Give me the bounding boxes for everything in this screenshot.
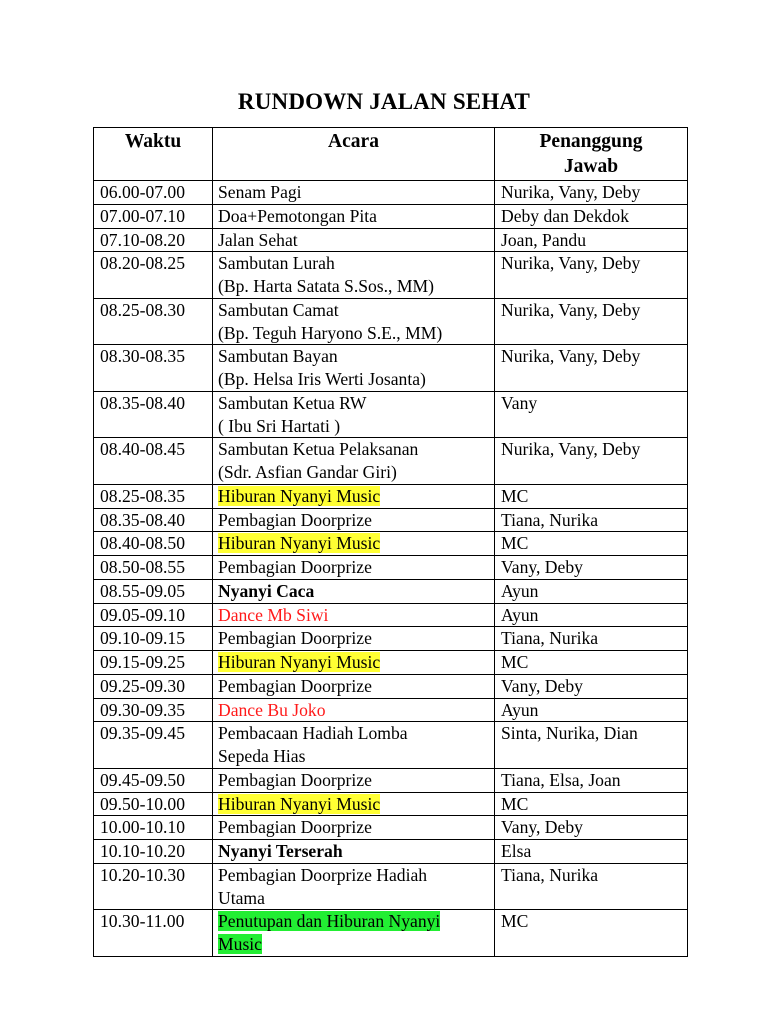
acara-line: Sambutan Ketua RW xyxy=(218,392,367,413)
cell-waktu: 08.25-08.35 xyxy=(94,484,213,508)
table-row xyxy=(94,863,688,910)
cell-penanggung-jawab: Ayun xyxy=(495,603,688,627)
cell-penanggung-jawab: Nurika, Vany, Deby xyxy=(495,252,688,299)
header-pj-line2: Jawab xyxy=(563,156,619,177)
acara-line-wrap xyxy=(218,840,488,863)
cell-acara xyxy=(213,840,495,864)
table-row xyxy=(94,910,688,957)
cell-acara xyxy=(213,768,495,792)
acara-line-wrap xyxy=(218,532,488,555)
table-row xyxy=(94,579,688,603)
acara-line: Utama xyxy=(218,887,265,908)
cell-acara xyxy=(213,627,495,651)
acara-line-wrap xyxy=(218,368,488,391)
cell-waktu: 09.15-09.25 xyxy=(94,651,213,675)
acara-line: Sambutan Camat xyxy=(218,299,339,320)
acara-line: Pembagian Doorprize xyxy=(218,628,372,649)
cell-acara xyxy=(213,345,495,392)
table-row xyxy=(94,484,688,508)
cell-penanggung-jawab: Nurika, Vany, Deby xyxy=(495,345,688,392)
cell-penanggung-jawab: Ayun xyxy=(495,579,688,603)
cell-acara xyxy=(213,910,495,957)
acara-line-wrap xyxy=(218,205,488,228)
acara-line-wrap xyxy=(218,438,488,461)
table-row xyxy=(94,298,688,345)
acara-line: Pembacaan Hadiah Lomba xyxy=(218,723,408,744)
cell-waktu: 07.10-08.20 xyxy=(94,228,213,252)
table-row xyxy=(94,556,688,580)
table-row xyxy=(94,627,688,651)
cell-acara xyxy=(213,438,495,485)
acara-line: Pembagian Doorprize xyxy=(218,557,372,577)
cell-acara xyxy=(213,603,495,627)
acara-line-wrap xyxy=(218,299,488,322)
cell-penanggung-jawab: MC xyxy=(495,910,688,957)
acara-line: (Bp. Helsa Iris Werti Josanta) xyxy=(218,369,426,389)
acara-line-wrap xyxy=(218,910,488,933)
cell-penanggung-jawab: MC xyxy=(495,484,688,508)
cell-waktu: 09.45-09.50 xyxy=(94,768,213,792)
cell-waktu: 09.05-09.10 xyxy=(94,603,213,627)
acara-line-wrap xyxy=(218,887,488,910)
table-body xyxy=(94,181,688,957)
table-row xyxy=(94,252,688,299)
acara-line-wrap xyxy=(218,745,488,768)
cell-penanggung-jawab: Ayun xyxy=(495,698,688,722)
table-row xyxy=(94,768,688,792)
cell-acara xyxy=(213,579,495,603)
table-row xyxy=(94,228,688,252)
acara-line-wrap xyxy=(218,604,488,627)
cell-waktu: 08.40-08.45 xyxy=(94,438,213,485)
table-row xyxy=(94,345,688,392)
cell-penanggung-jawab: Nurika, Vany, Deby xyxy=(495,438,688,485)
acara-line-wrap xyxy=(218,769,488,792)
acara-line: Music xyxy=(218,934,262,954)
cell-penanggung-jawab: Tiana, Nurika xyxy=(495,627,688,651)
cell-acara xyxy=(213,298,495,345)
cell-acara xyxy=(213,532,495,556)
cell-acara xyxy=(213,651,495,675)
table-row xyxy=(94,674,688,698)
cell-waktu: 10.10-10.20 xyxy=(94,840,213,864)
acara-line: (Bp. Teguh Haryono S.E., MM) xyxy=(218,322,443,343)
acara-line-wrap xyxy=(218,816,488,839)
acara-line: Hiburan Nyanyi Music xyxy=(218,485,381,506)
cell-acara xyxy=(213,556,495,580)
acara-line: Sambutan Bayan xyxy=(218,346,338,367)
table-row xyxy=(94,792,688,816)
cell-acara xyxy=(213,674,495,698)
acara-line-wrap xyxy=(218,275,488,298)
acara-line-wrap xyxy=(218,461,488,484)
table-row xyxy=(94,651,688,675)
acara-line: Hiburan Nyanyi Music xyxy=(218,533,381,554)
table-row xyxy=(94,722,688,769)
cell-acara xyxy=(213,816,495,840)
acara-line-wrap xyxy=(218,675,488,698)
cell-penanggung-jawab: Vany, Deby xyxy=(495,674,688,698)
acara-line-wrap xyxy=(218,252,488,275)
acara-line-wrap xyxy=(218,651,488,674)
cell-penanggung-jawab: MC xyxy=(495,532,688,556)
acara-line: Sepeda Hias xyxy=(218,746,306,766)
cell-waktu: 09.50-10.00 xyxy=(94,792,213,816)
document-title: RUNDOWN JALAN SEHAT xyxy=(237,89,531,114)
acara-line: Jalan Sehat xyxy=(218,229,298,250)
acara-line-wrap xyxy=(218,509,488,532)
table-row xyxy=(94,840,688,864)
header-acara: Acara xyxy=(213,128,495,181)
rundown-table xyxy=(93,127,688,957)
acara-line: Pembagian Doorprize xyxy=(218,509,372,530)
acara-line: Penutupan dan Hiburan Nyanyi xyxy=(218,911,441,932)
acara-line: Pembagian Doorprize xyxy=(218,817,372,838)
table-row xyxy=(94,438,688,485)
table-row xyxy=(94,603,688,627)
acara-line: Hiburan Nyanyi Music xyxy=(218,793,381,814)
cell-acara xyxy=(213,792,495,816)
acara-line-wrap xyxy=(218,722,488,745)
cell-penanggung-jawab: Vany, Deby xyxy=(495,556,688,580)
table-row xyxy=(94,181,688,205)
cell-penanggung-jawab: MC xyxy=(495,651,688,675)
cell-waktu: 10.20-10.30 xyxy=(94,863,213,910)
cell-acara xyxy=(213,252,495,299)
cell-waktu: 08.50-08.55 xyxy=(94,556,213,580)
cell-waktu: 08.35-08.40 xyxy=(94,508,213,532)
cell-penanggung-jawab: Tiana, Nurika xyxy=(495,863,688,910)
acara-line-wrap xyxy=(218,699,488,722)
cell-waktu: 08.40-08.50 xyxy=(94,532,213,556)
cell-waktu: 08.25-08.30 xyxy=(94,298,213,345)
cell-penanggung-jawab: Joan, Pandu xyxy=(495,228,688,252)
table-row xyxy=(94,204,688,228)
acara-line-wrap xyxy=(218,415,488,438)
acara-line: ( Ibu Sri Hartati ) xyxy=(218,415,341,436)
cell-acara xyxy=(213,181,495,205)
cell-waktu: 08.30-08.35 xyxy=(94,345,213,392)
table-header-row xyxy=(94,128,688,181)
acara-line: Nyanyi Terserah xyxy=(218,841,343,861)
cell-penanggung-jawab: MC xyxy=(495,792,688,816)
cell-waktu: 09.10-09.15 xyxy=(94,627,213,651)
acara-line-wrap xyxy=(218,229,488,252)
acara-line: Dance Bu Joko xyxy=(218,699,326,720)
cell-acara xyxy=(213,508,495,532)
cell-waktu: 10.00-10.10 xyxy=(94,816,213,840)
cell-waktu: 06.00-07.00 xyxy=(94,181,213,205)
header-pj-line1: Penanggung xyxy=(539,131,643,152)
acara-line-wrap xyxy=(218,793,488,816)
cell-penanggung-jawab: Tiana, Nurika xyxy=(495,508,688,532)
table-row xyxy=(94,532,688,556)
acara-line-wrap xyxy=(218,864,488,887)
acara-line: Nyanyi Caca xyxy=(218,580,315,601)
acara-line: Dance Mb Siwi xyxy=(218,604,329,625)
cell-acara xyxy=(213,391,495,438)
cell-acara xyxy=(213,722,495,769)
cell-penanggung-jawab: Elsa xyxy=(495,840,688,864)
acara-line-wrap xyxy=(218,627,488,650)
cell-penanggung-jawab: Tiana, Elsa, Joan xyxy=(495,768,688,792)
acara-line: (Sdr. Asfian Gandar Giri) xyxy=(218,462,397,482)
cell-waktu: 09.30-09.35 xyxy=(94,698,213,722)
cell-penanggung-jawab: Sinta, Nurika, Dian xyxy=(495,722,688,769)
acara-line-wrap xyxy=(218,345,488,368)
cell-waktu: 10.30-11.00 xyxy=(94,910,213,957)
acara-line-wrap xyxy=(218,322,488,345)
cell-waktu: 09.25-09.30 xyxy=(94,674,213,698)
acara-line: Sambutan Ketua Pelaksanan xyxy=(218,439,419,460)
acara-line: Senam Pagi xyxy=(218,182,302,202)
table-row xyxy=(94,508,688,532)
cell-penanggung-jawab: Vany, Deby xyxy=(495,816,688,840)
cell-waktu: 07.00-07.10 xyxy=(94,204,213,228)
cell-waktu: 08.35-08.40 xyxy=(94,391,213,438)
acara-line-wrap xyxy=(218,556,488,579)
cell-acara xyxy=(213,863,495,910)
acara-line-wrap xyxy=(218,933,488,956)
cell-waktu: 08.20-08.25 xyxy=(94,252,213,299)
cell-penanggung-jawab: Deby dan Dekdok xyxy=(495,204,688,228)
table-row xyxy=(94,816,688,840)
cell-acara xyxy=(213,204,495,228)
table-row xyxy=(94,698,688,722)
acara-line: Doa+Pemotongan Pita xyxy=(218,205,377,226)
acara-line: Pembagian Doorprize xyxy=(218,769,372,790)
cell-waktu: 08.55-09.05 xyxy=(94,579,213,603)
acara-line-wrap xyxy=(218,392,488,415)
acara-line-wrap xyxy=(218,580,488,603)
cell-penanggung-jawab: Vany xyxy=(495,391,688,438)
acara-line: Pembagian Doorprize Hadiah xyxy=(218,864,428,885)
cell-waktu: 09.35-09.45 xyxy=(94,722,213,769)
cell-acara xyxy=(213,228,495,252)
acara-line: Hiburan Nyanyi Music xyxy=(218,652,381,672)
acara-line-wrap xyxy=(218,181,488,204)
table-row xyxy=(94,391,688,438)
header-waktu: Waktu xyxy=(94,128,213,181)
cell-penanggung-jawab: Nurika, Vany, Deby xyxy=(495,298,688,345)
header-penanggung-jawab xyxy=(495,128,688,181)
acara-line-wrap xyxy=(218,485,488,508)
cell-acara xyxy=(213,698,495,722)
acara-line: Sambutan Lurah xyxy=(218,253,335,274)
acara-line: Pembagian Doorprize xyxy=(218,675,372,696)
cell-acara xyxy=(213,484,495,508)
cell-penanggung-jawab: Nurika, Vany, Deby xyxy=(495,181,688,205)
acara-line: (Bp. Harta Satata S.Sos., MM) xyxy=(218,276,434,296)
